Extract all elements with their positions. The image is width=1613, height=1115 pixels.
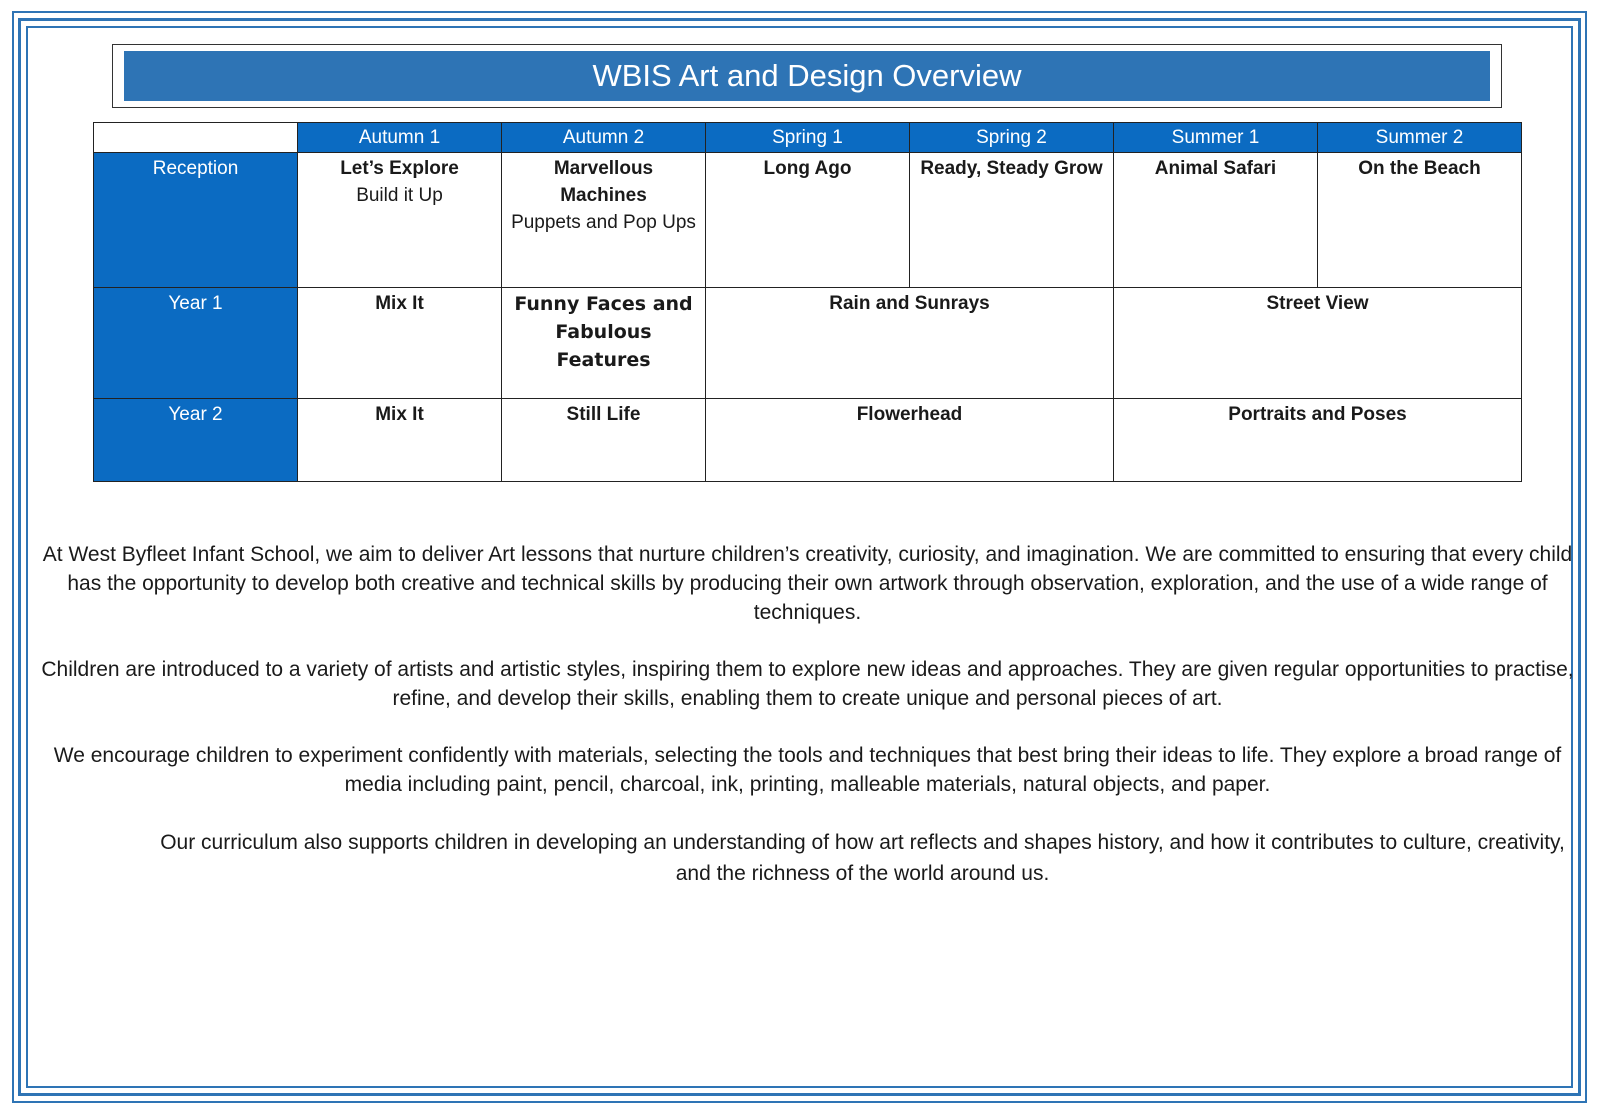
table-row-reception [94,153,1522,288]
table-header-row [94,123,1522,153]
table-row-year-2 [94,399,1522,482]
topic-title: Flowerhead [856,404,963,425]
cell-year-1-summer [1114,288,1522,399]
topic-subtitle: Build it Up [356,185,443,206]
topic-title: Mix It [375,293,424,314]
row-label-year-1: Year 1 [94,288,298,399]
topic-title: Long Ago [763,158,852,179]
table-row-year-1 [94,288,1522,399]
intro-text [40,540,1575,917]
paragraph-1: At West Byfleet Infant School, we aim to deliver Art lessons that nurture children’s creativity, curiosity, and imagination. We are committed to ensuring that every child has the opportunity to develop both creative and technical skills by producing their own artwork through observation, exploration, and the use of a wide range of techniques. [42,543,1573,624]
paragraph-4: Our curriculum also supports children in developing an understanding of how art reflects and shapes history, and how it contributes to culture, creativity, and the richness of the world around us. [160,831,1565,885]
topic-title: Funny Faces and Fabulous Features [514,293,693,371]
cell-year-2-autumn-1 [298,399,502,482]
header-summer-2: Summer 2 [1318,123,1522,153]
cell-year-2-autumn-2 [502,399,706,482]
header-autumn-1: Autumn 1 [298,123,502,153]
paragraph-2: Children are introduced to a variety of artists and artistic styles, inspiring them to explore new ideas and approaches. They are given regular opportunities to practise, refine, and develop their skills, enabling them to create unique and personal pieces of art. [41,658,1574,710]
header-autumn-2: Autumn 2 [502,123,706,153]
topic-title: Ready, Steady Grow [920,158,1103,179]
row-label-year-2: Year 2 [94,399,298,482]
topic-title: Still Life [566,404,641,425]
header-summer-1: Summer 1 [1114,123,1318,153]
topic-title: Rain and Sunrays [829,293,990,314]
topic-title: Mix It [375,404,424,425]
topic-title: Marvellous Machines [553,158,654,206]
cell-reception-autumn-2 [502,153,706,288]
topic-title: Street View [1266,293,1369,314]
cell-reception-summer-1 [1114,153,1318,288]
header-spring-2: Spring 2 [910,123,1114,153]
title-box [112,44,1502,108]
page-title: WBIS Art and Design Overview [124,51,1490,101]
table-corner-cell [94,123,298,153]
topic-title: Animal Safari [1154,158,1277,179]
cell-year-1-autumn-2 [502,288,706,399]
cell-reception-autumn-1 [298,153,502,288]
topic-title: On the Beach [1358,158,1481,179]
overview-table [93,122,1522,482]
topic-subtitle: Puppets and Pop Ups [511,212,696,233]
cell-year-2-spring [706,399,1114,482]
paragraph-3: We encourage children to experiment confidently with materials, selecting the tools and techniques that best bring their ideas to life. They explore a broad range of media including paint, pencil, charcoal, ink, printing, malleable materials, natural objects, and paper. [53,744,1562,796]
cell-reception-summer-2 [1318,153,1522,288]
header-spring-1: Spring 1 [706,123,910,153]
row-label-reception: Reception [94,153,298,288]
cell-year-1-spring [706,288,1114,399]
cell-reception-spring-2 [910,153,1114,288]
cell-year-2-summer [1114,399,1522,482]
topic-title: Let’s Explore [340,158,459,179]
cell-year-1-autumn-1 [298,288,502,399]
topic-title: Portraits and Poses [1228,404,1407,425]
cell-reception-spring-1 [706,153,910,288]
